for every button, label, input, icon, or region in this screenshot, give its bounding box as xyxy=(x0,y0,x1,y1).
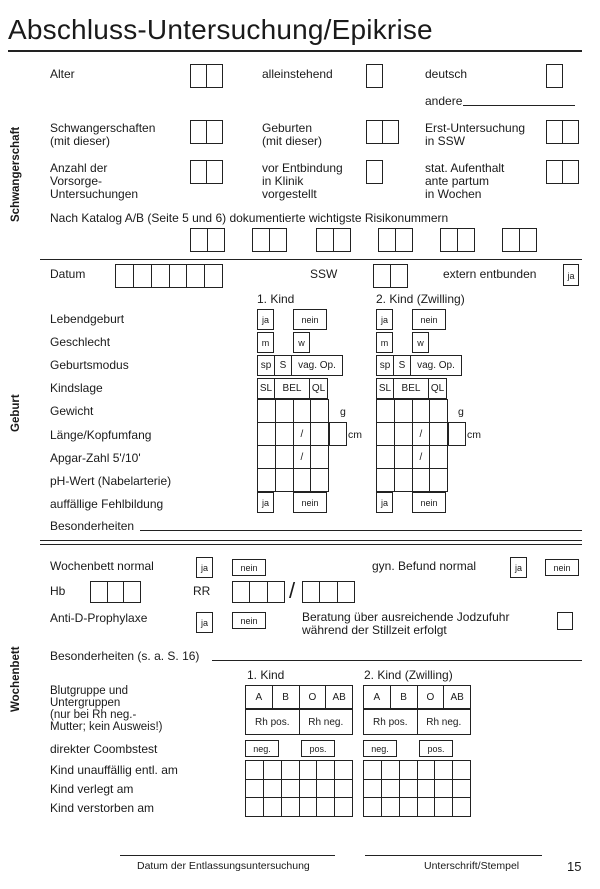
divider xyxy=(206,64,207,88)
alleinstehend-checkbox[interactable] xyxy=(366,64,383,88)
label-verlegt: Kind verlegt am xyxy=(50,782,134,796)
label-datum: Datum xyxy=(50,267,86,281)
label-apgar: Apgar-Zahl 5'/10' xyxy=(50,451,141,465)
label-ph: pH-Wert (Nabelarterie) xyxy=(50,474,172,488)
label-geschlecht: Geschlecht xyxy=(50,335,111,349)
kind2-unit-g: g xyxy=(458,406,464,418)
label-blutgruppe: Blutgruppe und Untergruppen (nur bei Rh neg.- Mutter; kein Ausweis!) xyxy=(50,685,163,733)
kind1-geschlecht-w[interactable]: w xyxy=(293,332,310,353)
extern-ja-checkbox[interactable]: ja xyxy=(563,264,579,286)
kind2-lage-bel[interactable]: BEL xyxy=(394,379,429,399)
section-rule xyxy=(40,259,582,260)
label-aufenthalt: stat. Aufenthalt ante partum in Wochen xyxy=(425,161,505,201)
label-gyn-befund: gyn. Befund normal xyxy=(372,559,477,573)
label-geburt-besonderheiten: Besonderheiten xyxy=(50,519,135,533)
divider xyxy=(390,264,391,288)
label-deutsch: deutsch xyxy=(425,67,468,81)
kind1-rh-neg[interactable]: Rh neg. xyxy=(300,710,354,735)
label-schwangerschaften: Schwangerschaften (mit dieser) xyxy=(50,121,156,148)
label-ssw: SSW xyxy=(310,267,338,281)
kind1-coombs-pos[interactable]: pos. xyxy=(301,740,335,757)
page-title: Abschluss-Untersuchung/Epikrise xyxy=(8,14,433,45)
geburt-besonderheiten-input[interactable] xyxy=(140,530,582,531)
divider xyxy=(382,120,383,144)
kind1-modus-sp[interactable]: sp xyxy=(258,356,275,376)
kind2-coombs-pos[interactable]: pos. xyxy=(419,740,453,757)
kind2-rh-pos[interactable]: Rh pos. xyxy=(364,710,418,735)
kind2-rh[interactable] xyxy=(363,709,471,735)
label-coombs: direkter Coombstest xyxy=(50,742,158,756)
section-rule xyxy=(40,544,582,545)
label-gewicht: Gewicht xyxy=(50,404,94,418)
divider xyxy=(562,120,563,144)
kind2-bg-o[interactable]: O xyxy=(418,686,445,709)
kind2-modus-s[interactable]: S xyxy=(394,356,411,376)
kind2-lebend-ja[interactable]: ja xyxy=(376,309,393,330)
kind1-bg-b[interactable]: B xyxy=(273,686,300,709)
divider xyxy=(269,228,270,252)
wb-label-kind2: 2. Kind (Zwilling) xyxy=(364,668,453,682)
label-vorsorge: Anzahl der Vorsorge- Untersuchungen xyxy=(50,161,139,201)
kind1-rh[interactable] xyxy=(245,709,353,735)
kind1-lage-ql[interactable]: QL xyxy=(310,379,328,399)
kind1-lage-sl[interactable]: SL xyxy=(258,379,275,399)
divider xyxy=(457,228,458,252)
label-entl: Kind unauffällig entl. am xyxy=(50,763,178,777)
kind2-date-grid[interactable] xyxy=(363,760,471,817)
kind2-fehlbildung-nein[interactable]: nein xyxy=(412,492,446,513)
divider xyxy=(519,228,520,252)
label-kindslage: Kindslage xyxy=(50,381,103,395)
divider xyxy=(333,228,334,252)
rr-slash: / xyxy=(289,578,296,603)
kind1-geschlecht-m[interactable]: m xyxy=(257,332,274,353)
wochenbett-besonderheiten-input[interactable] xyxy=(212,660,582,661)
section-label-schwangerschaft: Schwangerschaft xyxy=(10,126,22,222)
kind2-bg-b[interactable]: B xyxy=(391,686,418,709)
kind2-bg-a[interactable]: A xyxy=(364,686,391,709)
kind2-coombs-neg[interactable]: neg. xyxy=(363,740,397,757)
kind2-lage-ql[interactable]: QL xyxy=(429,379,447,399)
kind2-lebend-nein[interactable]: nein xyxy=(412,309,446,330)
kind1-rh-pos[interactable]: Rh pos. xyxy=(246,710,300,735)
datum-field[interactable] xyxy=(115,264,223,288)
gyn-ja[interactable]: ja xyxy=(510,557,527,578)
vor-entbindung-checkbox[interactable] xyxy=(366,160,383,184)
kind1-modus-vag[interactable]: vag. Op. xyxy=(292,356,343,376)
label-verstorben: Kind verstorben am xyxy=(50,801,155,815)
label-hb: Hb xyxy=(50,584,66,598)
label-geburten: Geburten (mit dieser) xyxy=(262,121,323,148)
beratung-checkbox[interactable] xyxy=(557,612,573,630)
label-kind1: 1. Kind xyxy=(257,292,295,306)
label-wochenbett-besonderheiten: Besonderheiten (s. a. S. 16) xyxy=(50,649,200,663)
kind1-bg-o[interactable]: O xyxy=(300,686,327,709)
kind2-geschlecht-m[interactable]: m xyxy=(376,332,393,353)
label-katalog: Nach Katalog A/B (Seite 5 und 6) dokumentierte wichtigste Risikonummern xyxy=(50,211,449,225)
kind2-bg-ab[interactable]: AB xyxy=(444,686,471,709)
kind1-coombs-neg[interactable]: neg. xyxy=(245,740,279,757)
section-label-geburt: Geburt xyxy=(10,394,22,432)
kind2-kindslage[interactable] xyxy=(376,378,447,399)
label-kind2: 2. Kind (Zwilling) xyxy=(376,292,465,306)
divider xyxy=(395,228,396,252)
anti-d-ja[interactable]: ja xyxy=(196,612,213,633)
label-alter: Alter xyxy=(50,67,75,81)
divider xyxy=(206,160,207,184)
label-andere: andere xyxy=(425,94,463,108)
rr-dia-field[interactable] xyxy=(302,581,355,603)
wochenbett-ja[interactable]: ja xyxy=(196,557,213,578)
kind1-fehlbildung-ja[interactable]: ja xyxy=(257,492,274,513)
wochenbett-nein[interactable]: nein xyxy=(232,559,266,576)
kind1-bg-a[interactable]: A xyxy=(246,686,273,709)
label-wochenbett-normal: Wochenbett normal xyxy=(50,559,154,573)
divider xyxy=(562,160,563,184)
section-label-wochenbett: Wochenbett xyxy=(10,646,22,712)
footer-datum: Datum der Entlassungsuntersuchung xyxy=(137,860,310,872)
gyn-nein[interactable]: nein xyxy=(545,559,579,576)
kind1-unit-g: g xyxy=(340,406,346,418)
label-fehlbildung: auffällige Fehlbildung xyxy=(50,497,164,511)
kind2-rh-neg[interactable]: Rh neg. xyxy=(418,710,472,735)
section-rule xyxy=(40,540,582,541)
wb-label-kind1: 1. Kind xyxy=(247,668,285,682)
kind1-lebend-ja[interactable]: ja xyxy=(257,309,274,330)
label-rr: RR xyxy=(193,584,211,598)
hb-field[interactable] xyxy=(90,581,141,603)
title-rule xyxy=(8,50,582,52)
page-number: 15 xyxy=(567,859,582,874)
kind1-kindslage[interactable] xyxy=(257,378,328,399)
deutsch-checkbox[interactable] xyxy=(546,64,563,88)
signature-line-datum xyxy=(120,855,335,856)
kind1-date-grid[interactable] xyxy=(245,760,353,817)
kind2-geschlecht-w[interactable]: w xyxy=(412,332,429,353)
anti-d-nein[interactable]: nein xyxy=(232,612,266,629)
kind1-modus-s[interactable]: S xyxy=(275,356,292,376)
label-laenge: Länge/Kopfumfang xyxy=(50,428,152,442)
kind1-unit-cm: cm xyxy=(348,429,362,441)
signature-line-stempel xyxy=(365,855,542,856)
kind2-measure-grid[interactable]: / / xyxy=(376,399,448,492)
kind1-lage-bel[interactable]: BEL xyxy=(275,379,310,399)
kind2-fehlbildung-ja[interactable]: ja xyxy=(376,492,393,513)
kind1-measure-grid[interactable]: / / xyxy=(257,399,329,492)
label-erstuntersuchung: Erst-Untersuchung in SSW xyxy=(425,121,526,148)
label-geburtsmodus: Geburtsmodus xyxy=(50,358,129,372)
kind2-modus-sp[interactable]: sp xyxy=(377,356,394,376)
label-vor-entbindung: vor Entbindung in Klinik vorgestellt xyxy=(262,161,343,201)
rr-sys-field[interactable] xyxy=(232,581,285,603)
label-alleinstehend: alleinstehend xyxy=(262,67,333,81)
label-lebendgeburt: Lebendgeburt xyxy=(50,312,125,326)
kind1-lebend-nein[interactable]: nein xyxy=(293,309,327,330)
kind2-unit-cm: cm xyxy=(467,429,481,441)
kind2-kopf-cell[interactable] xyxy=(448,422,466,446)
divider xyxy=(207,228,208,252)
kind1-bg-ab[interactable]: AB xyxy=(326,686,353,709)
kind1-fehlbildung-nein[interactable]: nein xyxy=(293,492,327,513)
label-extern: extern entbunden xyxy=(443,267,537,281)
kind2-blutgruppe[interactable] xyxy=(363,685,471,709)
label-anti-d: Anti-D-Prophylaxe xyxy=(50,611,148,625)
divider xyxy=(206,120,207,144)
footer-unterschrift: Unterschrift/Stempel xyxy=(424,860,520,872)
kind2-lage-sl[interactable]: SL xyxy=(377,379,394,399)
label-beratung: Beratung über ausreichende Jodzufuhr während der Stillzeit erfolgt xyxy=(302,610,510,637)
kind1-blutgruppe[interactable] xyxy=(245,685,353,709)
kind2-modus-vag[interactable]: vag. Op. xyxy=(411,356,462,376)
andere-input[interactable] xyxy=(463,105,575,106)
kind1-kopf-cell[interactable] xyxy=(329,422,347,446)
kind2-geburtsmodus[interactable] xyxy=(376,355,462,376)
kind1-geburtsmodus[interactable] xyxy=(257,355,343,376)
